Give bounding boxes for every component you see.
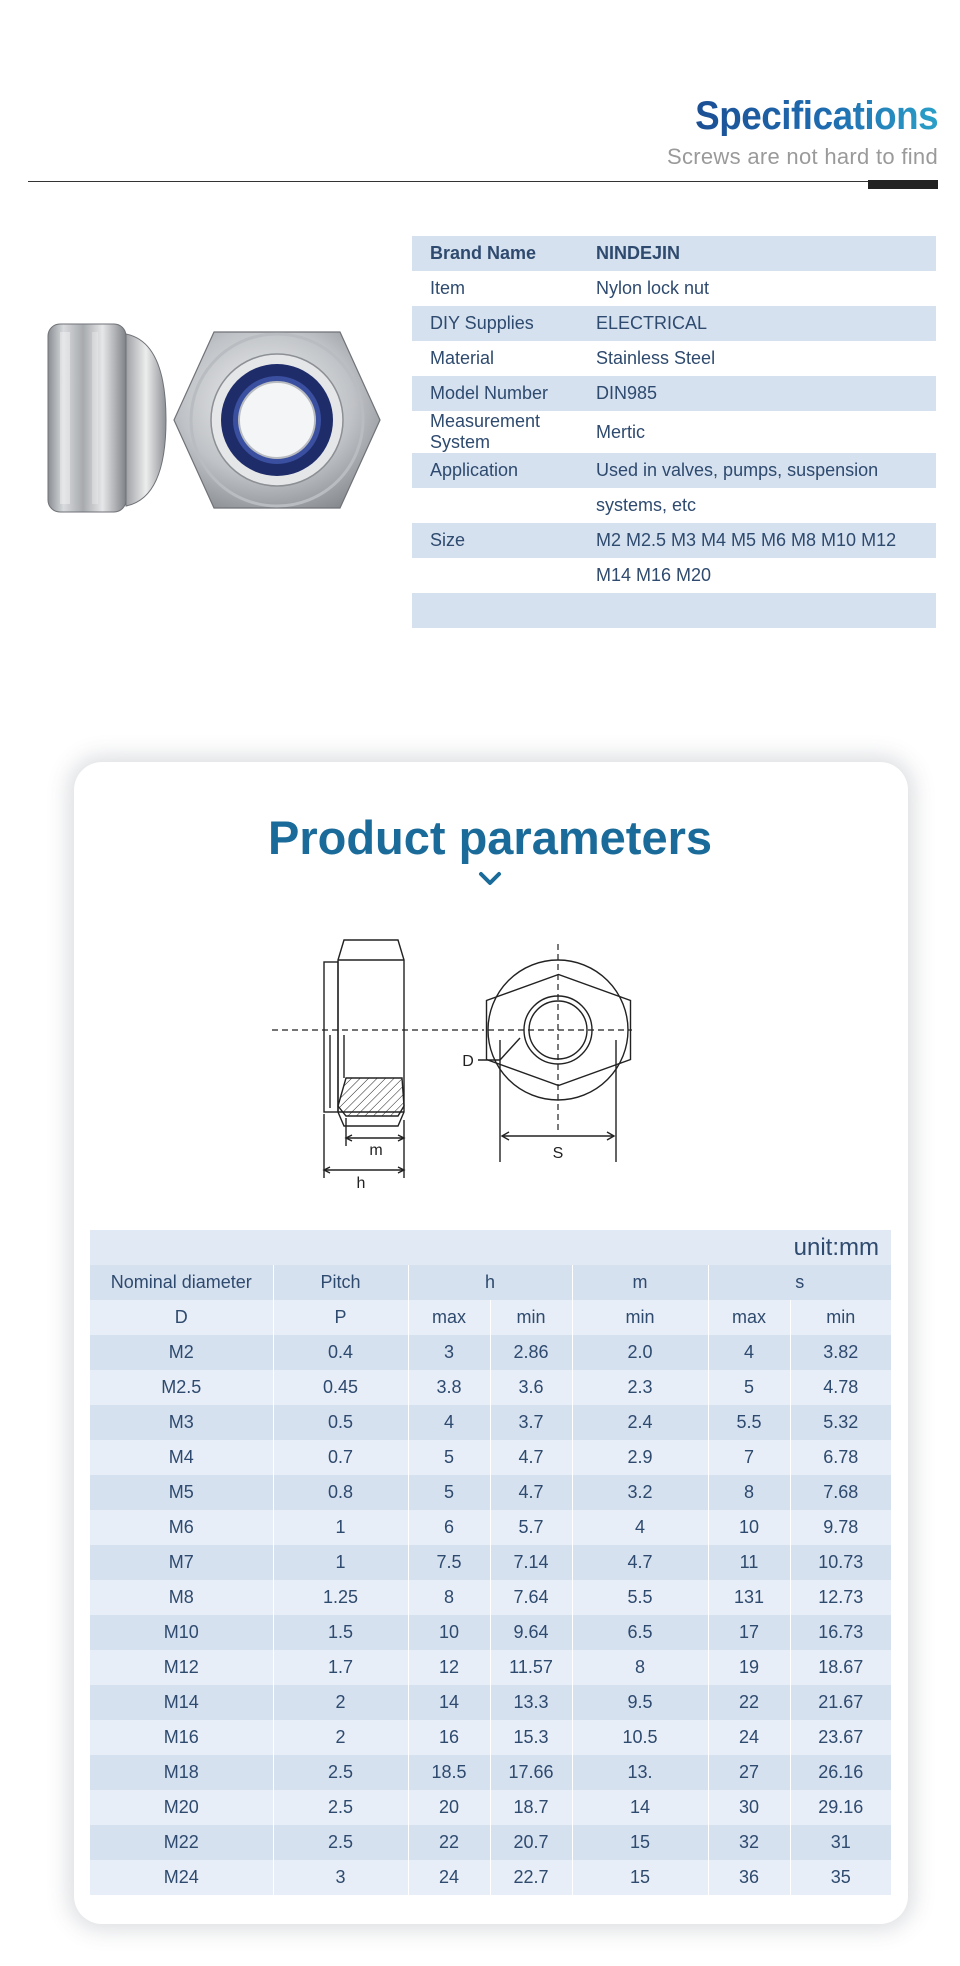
table-row	[90, 1545, 891, 1580]
table-cell: 32	[708, 1825, 790, 1860]
table-cell: 2.0	[572, 1335, 708, 1370]
spec-row	[412, 523, 936, 558]
spec-row	[412, 488, 936, 523]
table-cell: 2.5	[273, 1825, 408, 1860]
table-cell: 2.9	[572, 1440, 708, 1475]
table-cell: 1.25	[273, 1580, 408, 1615]
table-row	[90, 1755, 891, 1790]
spec-value: ELECTRICAL	[590, 306, 936, 341]
table-cell: 8	[708, 1475, 790, 1510]
table-cell: 10	[408, 1615, 490, 1650]
table-cell: 10.5	[572, 1720, 708, 1755]
table-cell: M3	[90, 1405, 273, 1440]
table-cell: 24	[408, 1860, 490, 1895]
column-subheader: min	[790, 1300, 891, 1335]
table-cell: 5	[708, 1370, 790, 1405]
product-parameters-title: Product parameters	[267, 811, 713, 864]
table-cell: 22.7	[490, 1860, 572, 1895]
side-view-drawing	[324, 940, 404, 1178]
table-cell: 3.2	[572, 1475, 708, 1510]
spec-label: Material	[430, 348, 495, 368]
spec-row	[412, 593, 936, 628]
table-row	[90, 1510, 891, 1545]
table-cell: 1.7	[273, 1650, 408, 1685]
table-cell: M2	[90, 1335, 273, 1370]
table-row	[90, 1650, 891, 1685]
table-cell: 36	[708, 1860, 790, 1895]
table-cell: 3.7	[490, 1405, 572, 1440]
table-cell: 7.5	[408, 1545, 490, 1580]
table-cell: 5.7	[490, 1510, 572, 1545]
table-cell: 35	[790, 1860, 891, 1895]
table-cell: M14	[90, 1685, 273, 1720]
table-cell: M20	[90, 1790, 273, 1825]
table-cell: 20	[408, 1790, 490, 1825]
table-row	[90, 1370, 891, 1405]
table-cell: 10.73	[790, 1545, 891, 1580]
specifications-table	[412, 236, 936, 628]
table-cell: 13.3	[490, 1685, 572, 1720]
table-cell: M4	[90, 1440, 273, 1475]
spec-value	[590, 593, 936, 628]
table-cell: 3.82	[790, 1335, 891, 1370]
table-cell: 0.8	[273, 1475, 408, 1510]
table-cell: 12.73	[790, 1580, 891, 1615]
spec-row	[412, 453, 936, 488]
spec-label: Size	[412, 523, 590, 558]
table-cell: 18.7	[490, 1790, 572, 1825]
table-cell: 23.67	[790, 1720, 891, 1755]
spec-row	[412, 558, 936, 593]
table-cell: 16.73	[790, 1615, 891, 1650]
table-cell: M5	[90, 1475, 273, 1510]
column-subheader: max	[408, 1300, 490, 1335]
table-cell: 15	[572, 1860, 708, 1895]
spec-label: Item	[430, 278, 466, 298]
table-cell: 4	[408, 1405, 490, 1440]
column-subheader: min	[572, 1300, 708, 1335]
nut-front-view	[174, 332, 380, 508]
table-cell: 2.86	[490, 1335, 572, 1370]
column-subheader: D	[90, 1300, 273, 1335]
spec-value: Nylon lock nut	[596, 278, 710, 298]
table-cell: 0.4	[273, 1335, 408, 1370]
table-cell: M18	[90, 1755, 273, 1790]
table-row	[90, 1335, 891, 1370]
table-cell: 15.3	[490, 1720, 572, 1755]
spec-label: Model Number	[412, 376, 590, 411]
table-cell: 16	[408, 1720, 490, 1755]
spec-value: Stainless Steel	[596, 348, 716, 368]
spec-label: DIY Supplies	[412, 306, 590, 341]
table-cell: 4.7	[490, 1475, 572, 1510]
table-cell: 14	[572, 1790, 708, 1825]
table-cell: 9.78	[790, 1510, 891, 1545]
table-cell: 24	[708, 1720, 790, 1755]
table-cell: M16	[90, 1720, 273, 1755]
dimension-label-h: h	[356, 1175, 366, 1192]
table-cell: M8	[90, 1580, 273, 1615]
spec-row	[412, 306, 936, 341]
column-header: h	[408, 1265, 572, 1300]
dimension-label-d: D	[462, 1053, 474, 1070]
spec-label	[412, 593, 590, 628]
spec-row	[412, 341, 936, 376]
table-cell: M6	[90, 1510, 273, 1545]
table-cell: 22	[408, 1825, 490, 1860]
table-cell: 2.3	[572, 1370, 708, 1405]
spec-row	[412, 411, 936, 453]
table-cell: M12	[90, 1650, 273, 1685]
table-cell: 12	[408, 1650, 490, 1685]
table-cell: 7.14	[490, 1545, 572, 1580]
table-row	[90, 1720, 891, 1755]
table-cell: 17.66	[490, 1755, 572, 1790]
table-row	[90, 1405, 891, 1440]
technical-drawing	[262, 930, 692, 1202]
table-cell: 2	[273, 1720, 408, 1755]
table-cell: 1	[273, 1510, 408, 1545]
spec-label	[412, 488, 590, 523]
table-cell: 3	[408, 1335, 490, 1370]
table-row	[90, 1790, 891, 1825]
table-cell: 5	[408, 1475, 490, 1510]
header-row-1	[90, 1265, 891, 1300]
table-cell: 1	[273, 1545, 408, 1580]
table-row	[90, 1475, 891, 1510]
table-cell: 5.32	[790, 1405, 891, 1440]
table-cell: 2.5	[273, 1790, 408, 1825]
table-cell: 8	[572, 1650, 708, 1685]
table-cell: 3	[273, 1860, 408, 1895]
spec-label: Application	[412, 453, 590, 488]
table-cell: 7.64	[490, 1580, 572, 1615]
column-subheader: P	[273, 1300, 408, 1335]
spec-label: Brand Name	[412, 236, 590, 271]
table-cell: M2.5	[90, 1370, 273, 1405]
table-cell: 6	[408, 1510, 490, 1545]
header-divider	[28, 181, 938, 182]
front-view-drawing	[478, 960, 631, 1162]
parameter-table	[90, 1230, 891, 1895]
table-cell: 27	[708, 1755, 790, 1790]
column-header: Pitch	[273, 1265, 408, 1300]
specifications-subtitle: Screws are not hard to find	[666, 144, 938, 169]
chevron-down-icon	[478, 871, 502, 887]
table-cell: 0.5	[273, 1405, 408, 1440]
table-cell: 10	[708, 1510, 790, 1545]
table-cell: 11	[708, 1545, 790, 1580]
nut-side-view	[48, 324, 166, 512]
table-cell: 9.64	[490, 1615, 572, 1650]
table-cell: 14	[408, 1685, 490, 1720]
specifications-title: Specifications	[694, 94, 938, 138]
header-divider-accent	[868, 180, 938, 189]
spec-value: Used in valves, pumps, suspension	[590, 453, 936, 488]
table-cell: 3.8	[408, 1370, 490, 1405]
table-cell: 31	[790, 1825, 891, 1860]
unit-label: unit:mm	[90, 1230, 891, 1265]
column-subheader: min	[490, 1300, 572, 1335]
table-cell: M22	[90, 1825, 273, 1860]
table-row	[90, 1580, 891, 1615]
table-cell: 2	[273, 1685, 408, 1720]
table-row	[90, 1825, 891, 1860]
column-header: s	[708, 1265, 891, 1300]
spec-row	[412, 376, 936, 411]
product-photo	[40, 320, 385, 520]
table-cell: 4	[708, 1335, 790, 1370]
spec-label: Measurement System	[430, 411, 541, 452]
spec-value: M14 M16 M20	[596, 565, 712, 585]
spec-row	[412, 271, 936, 306]
dimension-label-m: m	[369, 1142, 383, 1159]
spec-value: systems, etc	[596, 495, 697, 515]
table-cell: 17	[708, 1615, 790, 1650]
table-cell: 0.7	[273, 1440, 408, 1475]
table-row	[90, 1615, 891, 1650]
table-cell: 3.6	[490, 1370, 572, 1405]
table-cell: 4.7	[490, 1440, 572, 1475]
parameter-table-body	[90, 1335, 891, 1895]
header-row-2	[90, 1300, 891, 1335]
table-cell: 5.5	[708, 1405, 790, 1440]
spec-value: NINDEJIN	[590, 236, 936, 271]
table-cell: 29.16	[790, 1790, 891, 1825]
table-cell: 26.16	[790, 1755, 891, 1790]
table-cell: M24	[90, 1860, 273, 1895]
table-cell: 4.78	[790, 1370, 891, 1405]
spec-row	[412, 236, 936, 271]
table-cell: 6.5	[572, 1615, 708, 1650]
table-cell: 131	[708, 1580, 790, 1615]
table-row	[90, 1860, 891, 1895]
table-cell: 19	[708, 1650, 790, 1685]
column-header: m	[572, 1265, 708, 1300]
spec-value: M2 M2.5 M3 M4 M5 M6 M8 M10 M12	[590, 523, 936, 558]
table-cell: 20.7	[490, 1825, 572, 1860]
table-cell: 15	[572, 1825, 708, 1860]
table-cell: 8	[408, 1580, 490, 1615]
table-cell: M10	[90, 1615, 273, 1650]
table-cell: 6.78	[790, 1440, 891, 1475]
table-cell: 18.67	[790, 1650, 891, 1685]
table-cell: 4	[572, 1510, 708, 1545]
table-cell: 21.67	[790, 1685, 891, 1720]
table-cell: M7	[90, 1545, 273, 1580]
table-cell: 13.	[572, 1755, 708, 1790]
table-cell: 7	[708, 1440, 790, 1475]
table-cell: 18.5	[408, 1755, 490, 1790]
table-row	[90, 1440, 891, 1475]
table-cell: 22	[708, 1685, 790, 1720]
column-header: Nominal diameter	[90, 1265, 273, 1300]
table-cell: 7.68	[790, 1475, 891, 1510]
table-cell: 11.57	[490, 1650, 572, 1685]
table-row	[90, 1685, 891, 1720]
table-cell: 30	[708, 1790, 790, 1825]
table-cell: 1.5	[273, 1615, 408, 1650]
table-cell: 4.7	[572, 1545, 708, 1580]
column-subheader: max	[708, 1300, 790, 1335]
table-cell: 5	[408, 1440, 490, 1475]
spec-value: Mertic	[596, 421, 645, 442]
table-cell: 2.5	[273, 1755, 408, 1790]
dimension-label-s: S	[552, 1145, 564, 1162]
table-cell: 9.5	[572, 1685, 708, 1720]
table-cell: 2.4	[572, 1405, 708, 1440]
unit-row	[90, 1230, 891, 1265]
table-cell: 5.5	[572, 1580, 708, 1615]
spec-label	[412, 558, 590, 593]
spec-value: DIN985	[590, 376, 936, 411]
table-cell: 0.45	[273, 1370, 408, 1405]
